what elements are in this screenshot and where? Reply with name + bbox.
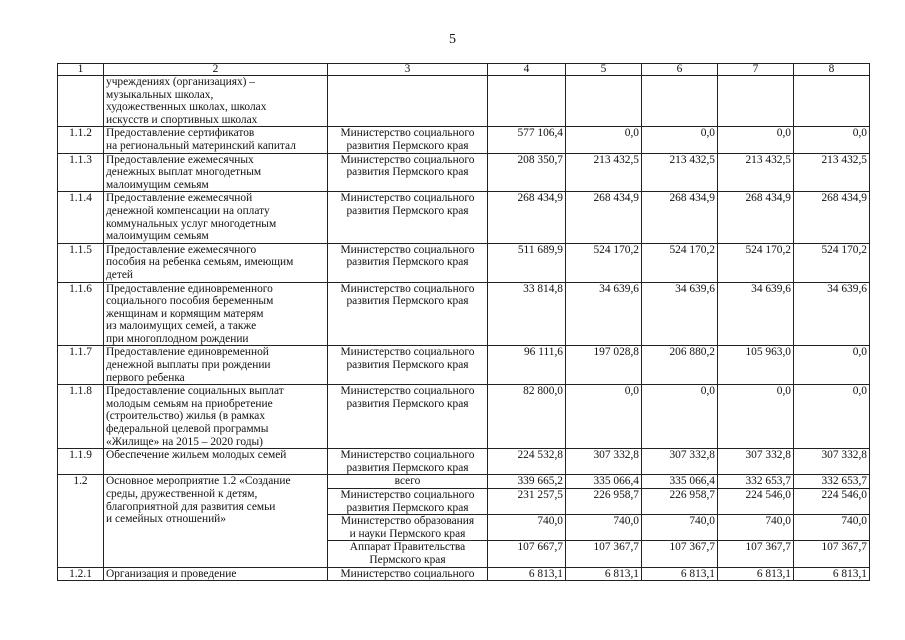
row-value-col8: 6 813,1 — [794, 567, 870, 581]
header-cell: 1 — [58, 64, 104, 76]
row-executor: Министерство социального развития Пермского края — [328, 449, 488, 475]
row-value — [794, 76, 870, 127]
row-value-col6: 6 813,1 — [642, 567, 718, 581]
row-executor: Министерство социального развития Пермского края — [328, 192, 488, 243]
row-value-col5: 268 434,9 — [566, 192, 642, 243]
row-value-col5: 0,0 — [566, 127, 642, 153]
row-value-col4: 96 111,6 — [488, 346, 566, 385]
row-name: Предоставление ежемесячной денежной компенсации на оплату коммунальных услуг многодетным малоимущим семьям — [104, 192, 328, 243]
table-row-group-1-2 — [58, 475, 870, 489]
row-value — [642, 76, 718, 127]
header-cell: 6 — [642, 64, 718, 76]
row-value-col8: 524 170,2 — [794, 243, 870, 282]
row-value-col6: 34 639,6 — [642, 282, 718, 346]
row-value-col4: 339 665,2 — [488, 475, 566, 489]
row-name: Предоставление единовременного социального пособия беременным женщинам и кормящим матерям из малоимущих семей, а также при многоплодном рождении — [104, 282, 328, 346]
row-number: 1.1.6 — [58, 282, 104, 346]
row-value-col5: 226 958,7 — [566, 489, 642, 515]
row-value-col6: 740,0 — [642, 515, 718, 541]
row-executor: Министерство социального развития Пермского края — [328, 385, 488, 449]
row-name: Предоставление ежемесячного пособия на ребенка семьям, имеющим детей — [104, 243, 328, 282]
table-row — [58, 385, 870, 449]
table-row — [58, 282, 870, 346]
row-number: 1.1.8 — [58, 385, 104, 449]
row-value-col4: 82 800,0 — [488, 385, 566, 449]
row-value-col8: 213 432,5 — [794, 153, 870, 192]
row-value-col7: 268 434,9 — [718, 192, 794, 243]
row-name: Предоставление сертификатов на региональный материнский капитал — [104, 127, 328, 153]
row-value-col7: 34 639,6 — [718, 282, 794, 346]
row-number: 1.1.2 — [58, 127, 104, 153]
row-value-col8: 0,0 — [794, 385, 870, 449]
row-name: Обеспечение жильем молодых семей — [104, 449, 328, 475]
row-number: 1.1.7 — [58, 346, 104, 385]
row-executor: Министерство социального развития Пермского края — [328, 153, 488, 192]
row-value-col7: 332 653,7 — [718, 475, 794, 489]
table-row — [58, 127, 870, 153]
row-value-col5: 213 432,5 — [566, 153, 642, 192]
row-name: Предоставление единовременной денежной выплаты при рождении первого ребенка — [104, 346, 328, 385]
row-value-col6: 107 367,7 — [642, 541, 718, 567]
row-value-col4: 224 532,8 — [488, 449, 566, 475]
row-name: Предоставление ежемесячных денежных выплат многодетным малоимущим семьям — [104, 153, 328, 192]
row-executor: Министерство социального развития Пермского края — [328, 282, 488, 346]
header-row — [58, 64, 870, 76]
row-executor: Министерство социального развития Пермского края — [328, 243, 488, 282]
row-value-col4: 231 257,5 — [488, 489, 566, 515]
budget-table — [57, 63, 870, 581]
table-row — [58, 192, 870, 243]
row-value — [718, 76, 794, 127]
row-value-col7: 0,0 — [718, 385, 794, 449]
row-value-col5: 524 170,2 — [566, 243, 642, 282]
table-row — [58, 346, 870, 385]
header-cell: 8 — [794, 64, 870, 76]
row-value-col7: 0,0 — [718, 127, 794, 153]
row-value-col4: 6 813,1 — [488, 567, 566, 581]
row-executor: Аппарат Правительства Пермского края — [328, 541, 488, 567]
row-value-col8: 740,0 — [794, 515, 870, 541]
row-value-col5: 740,0 — [566, 515, 642, 541]
page-number: 5 — [449, 32, 456, 47]
row-value-col5: 0,0 — [566, 385, 642, 449]
table-row — [58, 153, 870, 192]
row-value-col7: 107 367,7 — [718, 541, 794, 567]
row-value-col8: 307 332,8 — [794, 449, 870, 475]
header-cell: 5 — [566, 64, 642, 76]
row-executor: Министерство социального развития Пермского края — [328, 489, 488, 515]
header-cell: 4 — [488, 64, 566, 76]
header-cell: 2 — [104, 64, 328, 76]
table-row — [58, 567, 870, 581]
row-name: Организация и проведение — [104, 567, 328, 581]
row-name: Основное мероприятие 1.2 «Создание среды, дружественной к детям, благоприятной для развития семьи и семейных отношений» — [104, 475, 328, 567]
row-executor: Министерство образования и науки Пермского края — [328, 515, 488, 541]
row-value-col6: 206 880,2 — [642, 346, 718, 385]
row-executor — [328, 76, 488, 127]
row-value-col6: 213 432,5 — [642, 153, 718, 192]
row-value-col8: 268 434,9 — [794, 192, 870, 243]
row-value-col7: 213 432,5 — [718, 153, 794, 192]
table-body — [58, 64, 870, 581]
row-value-col4: 740,0 — [488, 515, 566, 541]
row-value-col7: 105 963,0 — [718, 346, 794, 385]
row-value-col8: 0,0 — [794, 127, 870, 153]
row-value-col8: 332 653,7 — [794, 475, 870, 489]
header-cell: 7 — [718, 64, 794, 76]
row-value-col5: 107 367,7 — [566, 541, 642, 567]
row-name: учреждениях (организациях) – музыкальных школах, художественных школах, школах искусств и спортивных школах — [104, 76, 328, 127]
row-number: 1.1.4 — [58, 192, 104, 243]
row-number: 1.1.9 — [58, 449, 104, 475]
row-value-col8: 34 639,6 — [794, 282, 870, 346]
row-value-col8: 0,0 — [794, 346, 870, 385]
row-value-col5: 34 639,6 — [566, 282, 642, 346]
row-value-col7: 524 170,2 — [718, 243, 794, 282]
row-value-col4: 107 667,7 — [488, 541, 566, 567]
row-value-col7: 224 546,0 — [718, 489, 794, 515]
row-number: 1.2 — [58, 475, 104, 567]
row-executor: Министерство социального развития Пермского края — [328, 346, 488, 385]
row-executor: всего — [328, 475, 488, 489]
row-number: 1.1.5 — [58, 243, 104, 282]
row-value-col5: 307 332,8 — [566, 449, 642, 475]
table-row — [58, 243, 870, 282]
row-value — [566, 76, 642, 127]
row-value-col6: 226 958,7 — [642, 489, 718, 515]
row-number — [58, 76, 104, 127]
row-executor: Министерство социального — [328, 567, 488, 581]
header-cell: 3 — [328, 64, 488, 76]
row-value-col4: 511 689,9 — [488, 243, 566, 282]
row-value-col6: 268 434,9 — [642, 192, 718, 243]
continuation-row — [58, 76, 870, 127]
row-value-col5: 6 813,1 — [566, 567, 642, 581]
row-value-col7: 740,0 — [718, 515, 794, 541]
row-value-col6: 307 332,8 — [642, 449, 718, 475]
row-value-col4: 268 434,9 — [488, 192, 566, 243]
row-number: 1.1.3 — [58, 153, 104, 192]
row-value-col7: 307 332,8 — [718, 449, 794, 475]
row-value — [488, 76, 566, 127]
row-number: 1.2.1 — [58, 567, 104, 581]
table-row — [58, 449, 870, 475]
row-value-col5: 197 028,8 — [566, 346, 642, 385]
row-value-col8: 224 546,0 — [794, 489, 870, 515]
row-value-col8: 107 367,7 — [794, 541, 870, 567]
row-value-col4: 577 106,4 — [488, 127, 566, 153]
row-value-col7: 6 813,1 — [718, 567, 794, 581]
row-name: Предоставление социальных выплат молодым семьям на приобретение (строительство) жилья (в рамках федеральной целевой программы «Жилище» на 2015 – 2020 годы) — [104, 385, 328, 449]
row-value-col6: 0,0 — [642, 385, 718, 449]
row-value-col6: 524 170,2 — [642, 243, 718, 282]
row-value-col4: 208 350,7 — [488, 153, 566, 192]
row-value-col6: 335 066,4 — [642, 475, 718, 489]
row-value-col6: 0,0 — [642, 127, 718, 153]
row-executor: Министерство социального развития Пермского края — [328, 127, 488, 153]
row-value-col4: 33 814,8 — [488, 282, 566, 346]
row-value-col5: 335 066,4 — [566, 475, 642, 489]
